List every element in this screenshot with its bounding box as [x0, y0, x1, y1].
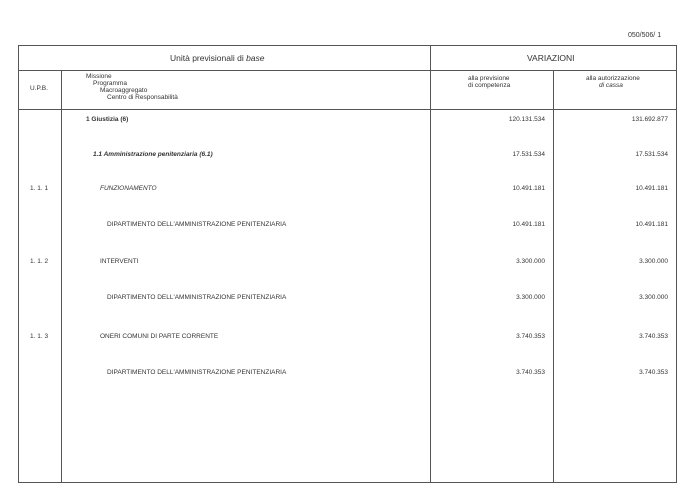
row-cassa: 3.740.353 — [639, 333, 668, 340]
row-comp: 10.491.181 — [512, 221, 545, 228]
cassa-header-2: di cassa — [599, 82, 623, 89]
row-comp: 3.740.353 — [516, 369, 545, 376]
row-comp: 3.740.353 — [516, 333, 545, 340]
row-cassa: 10.491.181 — [635, 185, 668, 192]
divider-comp — [553, 70, 554, 483]
row-desc-centro: DIPARTIMENTO DELL'AMMINISTRAZIONE PENITENZIARIA — [107, 369, 287, 376]
row-cassa: 3.300.000 — [639, 258, 668, 265]
comp-header-1: alla previsione — [468, 75, 510, 82]
divider-desc — [430, 45, 431, 483]
row-comp: 17.531.534 — [512, 151, 545, 158]
row-desc-programma: 1.1 Amministrazione penitenziaria (6.1) — [93, 151, 213, 158]
unit-title: Unità previsionali di base — [170, 53, 265, 63]
row-comp: 10.491.181 — [512, 185, 545, 192]
variazioni-title: VARIAZIONI — [527, 53, 575, 63]
row-desc-macro: FUNZIONAMENTO — [100, 185, 157, 192]
divider-upb — [61, 70, 62, 483]
missione-header: Missione — [86, 73, 112, 80]
row-desc-macro: ONERI COMUNI DI PARTE CORRENTE — [100, 333, 219, 340]
programma-header: Programma — [93, 80, 127, 87]
row-cassa: 10.491.181 — [635, 221, 668, 228]
comp-header-2: di competenza — [468, 82, 511, 89]
row-comp: 3.300.000 — [516, 258, 545, 265]
row-desc-macro: INTERVENTI — [100, 258, 139, 265]
row-comp: 120.131.534 — [508, 116, 545, 123]
row-desc-centro: DIPARTIMENTO DELL'AMMINISTRAZIONE PENITENZIARIA — [107, 221, 287, 228]
row-comp: 3.300.000 — [516, 294, 545, 301]
cassa-header-1: alla autorizzazione — [586, 75, 640, 82]
centro-header: Centro di Responsabilità — [107, 94, 178, 101]
row-upb: 1. 1. 3 — [30, 333, 49, 340]
header-divider-2 — [18, 109, 677, 110]
macro-header: Macroaggregato — [100, 87, 148, 94]
row-desc-centro: DIPARTIMENTO DELL'AMMINISTRAZIONE PENITENZIARIA — [107, 294, 287, 301]
row-desc-missione: 1 Giustizia (6) — [86, 116, 129, 123]
row-upb: 1. 1. 2 — [30, 258, 49, 265]
row-upb: 1. 1. 1 — [30, 185, 49, 192]
row-cassa: 131.692.877 — [631, 116, 668, 123]
row-cassa: 3.300.000 — [639, 294, 668, 301]
header-divider-1 — [18, 70, 677, 71]
page-code: 050/506/ 1 — [628, 32, 662, 39]
upb-header: U.P.B. — [30, 85, 48, 92]
row-cassa: 3.740.353 — [639, 369, 668, 376]
row-cassa: 17.531.534 — [635, 151, 668, 158]
